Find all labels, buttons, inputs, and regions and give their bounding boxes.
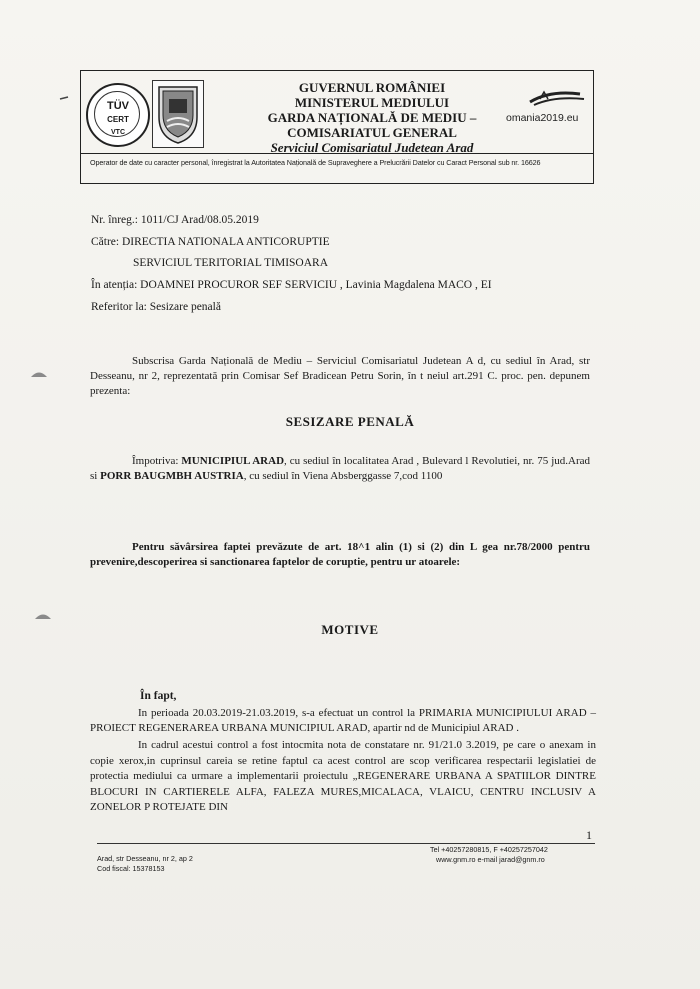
omania-website-text: omania2019.eu [506,112,579,124]
footer-website-email: www.gnm.ro e-mail jarad@gnm.ro [436,855,545,864]
against-paragraph: Împotriva: MUNICIPIUL ARAD, cu sediul în localitatea Arad , Bulevard l Revolutiei, nr. 75 jud.Arad si PORR BAUGMBH AUSTRIA, cu sediul în Viena Absberggasse 7,cod 1100 [90,455,591,482]
footer-divider [97,843,595,844]
footer-fiscal-code: Cod fiscal: 15378153 [97,864,165,873]
facts-paragraph-2: In cadrul acestui control a fost intocmita nota de constatare nr. 91/21.0 3.2019, pe care o anexam in copie xerox,in cuprinsul careia se retine faptul ca acest control are scop verificarea respectarii legislatiei de protectia mediului ca urmare a implementarii proiectulu „REGENERARE URBANA A SPATIILOR DINTRE BLOCURI IN CARTIERELE ALFA, FALEZA MURES,MICALACA, VLAICU, CENTRU INCLUSIV A ZONELOR P ROTEJATE DIN [90,739,596,813]
coat-of-arms-icon [152,80,204,148]
recipient-subline: SERVICIUL TERITORIAL TIMISOARA [133,257,329,269]
motive-heading: MOTIVE [321,622,379,637]
facts-paragraph-1: In perioada 20.03.2019-21.03.2019, s-a efectuat un control la PRIMARIA MUNICIPIULUI ARAD – PROIECT REGENERAREA URBANA MUNICIPIUL ARAD, apartir nd de Municipiul ARAD . [90,707,596,734]
operator-notice: Operator de date cu caracter personal, înregistrat la Autoritatea Națională de Supraveghere a Prelucrării Datelor cu Caract Personal sub nr. 16626 [90,158,541,167]
page-number: 1 [586,828,592,842]
tuv-cert-logo [86,83,150,147]
service-line: Serviciul Comisariatul Judetean Arad [270,140,474,155]
punch-hole-icon [30,368,48,378]
footer-phone: Tel +40257280815, F +40257257042 [430,845,548,854]
org-line-1: GUVERNUL ROMÂNIEI [298,80,446,95]
in-fapt-heading: În fapt, [140,690,177,702]
omania-logo-icon [500,88,590,108]
attention-line: În atenția: DOAMNEI PROCUROR SEF SERVICIU , Lavinia Magdalena MACO , EI [91,279,492,291]
tuv-logo-text-2: CERT [107,115,129,124]
document-title: SESIZARE PENALĂ [285,414,415,429]
defendant-2: PORR BAUGMBH AUSTRIA [100,470,244,482]
org-line-3: GARDA NAȚIONALĂ DE MEDIU – [267,110,477,125]
registration-number: Nr. înreg.: 1011/CJ Arad/08.05.2019 [91,214,259,226]
intro-paragraph: Subscrisa Garda Națională de Mediu – Serviciul Comisariatul Judetean A d, cu sediul în Arad, str Desseanu, nr 2, reprezentată prin Comisar Sef Bradicean Petru Sorin, în t neiul art.291 C. proc. pen. depunem prezenta: [90,355,590,397]
recipient-line: Către: DIRECTIA NATIONALA ANTICORUPTIE [91,236,330,248]
org-line-2: MINISTERUL MEDIULUI [294,95,450,110]
tuv-logo-text-3: VTC [111,129,125,136]
offence-paragraph: Pentru săvârsirea faptei prevăzute de art. 18^1 alin (1) si (2) din L gea nr.78/2000 pentru prevenire,descoperirea si sanctionarea faptelor de coruptie, pentru ur atoarele: [90,541,590,568]
punch-hole-icon [34,610,52,620]
tuv-logo-text-1: TÜV [107,100,129,112]
margin-mark-icon [58,92,76,102]
footer-address: Arad, str Desseanu, nr 2, ap 2 [97,854,193,863]
defendant-1: MUNICIPIUL ARAD [181,455,285,467]
org-line-4: COMISARIATUL GENERAL [287,125,457,140]
reference-line: Referitor la: Sesizare penală [91,301,221,313]
